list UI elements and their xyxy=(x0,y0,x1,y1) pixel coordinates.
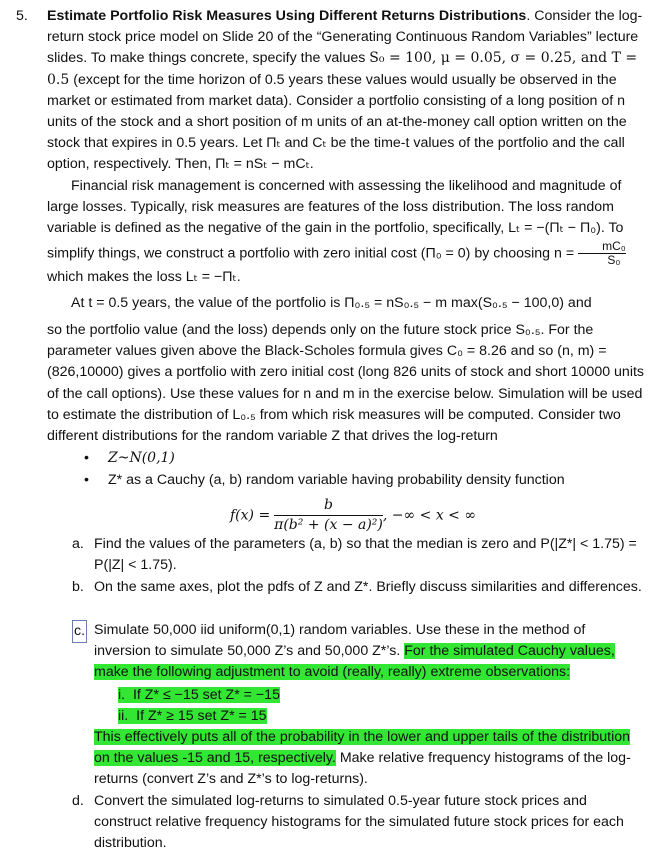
bullet-normal: • Z~N(0,1) xyxy=(84,450,175,466)
intro-text: . Consider the log-return stock price model on Slide 20 of the “Generating Continuous Random Variables” lecture slides. To make things concrete, specify the values xyxy=(47,8,643,67)
intro-rest: (except for the time horizon of 0.5 years these values would usually be observed in the market or estimated from market data). Consider a portfolio consisting of a long position of n units of the stock and a short position of m units of an at-the-money call option written on the stock that expires in 0.5 years. Let Πₜ and Cₜ be the time-t values of the portfolio and the call option, respectively. Then, Πₜ = nSₜ − mCₜ. xyxy=(47,71,627,173)
item-d: d. Convert the simulated log-returns to simulated 0.5-year future stock prices and construct relative frequency histograms for the simulated future stock prices for each distribution. xyxy=(72,793,624,852)
intro-paragraph xyxy=(47,6,647,176)
subitem-ii: ii. If Z* ≥ 15 set Z* = 15 xyxy=(118,708,267,724)
item-c: c. Simulate 50,000 iid uniform(0,1) random variables. Use these in the method of inversion to simulate 50,000 Z’s and 50,000 Z*’s. For the simulated Cauchy values, make the following adjustment to avoid (really, really) extreme observations: xyxy=(74,622,615,681)
bullet-cauchy: • Z* as a Cauchy (a, b) random variable having probability density function xyxy=(84,472,565,488)
highlight-tails: This effectively puts all of the probability in the lower and upper tails of the distribution on the values -15 and 15, respectively. xyxy=(94,729,631,767)
n-fraction: $\frac{\text{mC₀}}{\text{S₀}}$ xyxy=(578,240,626,267)
question-title: Estimate Portfolio Risk Measures Using Different Returns Distributions xyxy=(47,8,527,24)
item-a: a. Find the values of the parameters (a, b) so that the median is zero and P(|Z*| < 1.75) = P(|Z| < 1.75). xyxy=(72,536,637,574)
risk-text-end: which makes the loss Lₜ = −Πₜ. xyxy=(47,268,241,285)
subitem-i: i. If Z* ≤ −15 set Z* = −15 xyxy=(118,687,280,703)
portfolio-value-line: At t = 0.5 years, the value of the portfolio is Π₀.₅ = nS₀.₅ − m max(S₀.₅ − 100,0) and xyxy=(71,295,592,311)
item-c-continued: This effectively puts all of the probability in the lower and upper tails of the distribution on the values -15 and 15, respectively. Make relative frequency histograms of the log-returns (convert Z’s and Z*’s to log-returns). xyxy=(94,729,631,788)
param-values: S₀ = 100, μ = 0.05, σ = 0.25, and T = 0.5 xyxy=(47,50,638,88)
highlight-adjustment: For the simulated Cauchy values, make the following adjustment to avoid (really, really) extreme observations: xyxy=(94,643,615,681)
risk-paragraph xyxy=(47,176,647,288)
item-b: b. On the same axes, plot the pdfs of Z and Z*. Briefly discuss similarities and differences. xyxy=(72,579,642,595)
question-number: 5. xyxy=(16,8,28,24)
cauchy-pdf-formula: f(x) = $\frac{b}{\text{π(b² + (x − a)²)}}$ , −∞ < x < ∞ xyxy=(230,497,477,533)
simulation-paragraph: so the portfolio value (and the loss) depends only on the future stock price S₀.₅. For the parameter values given above the Black-Scholes formula gives C₀ = 8.26 and so (n, m) = (826,10000) gives a portfolio with zero initial cost (long 826 units of stock and short 10000 units of the call options). Use these values for n and m in the exercise below. Simulation will be used to estimate the distribution of L₀.₅ from which risk measures will be computed. Consider two different distributions for the random variable Z that drives the log-return xyxy=(47,322,645,445)
risk-text: Financial risk management is concerned with assessing the likelihood and magnitude of large losses. Typically, risk measures are features of the loss distribution. The loss random variable is defined as the negative of the gain in the portfolio, specifically, Lₜ = −(Πₜ − Π₀). To simplify things, we construct a portfolio with zero initial cost (Π₀ = 0) by choosing n = xyxy=(47,178,624,261)
